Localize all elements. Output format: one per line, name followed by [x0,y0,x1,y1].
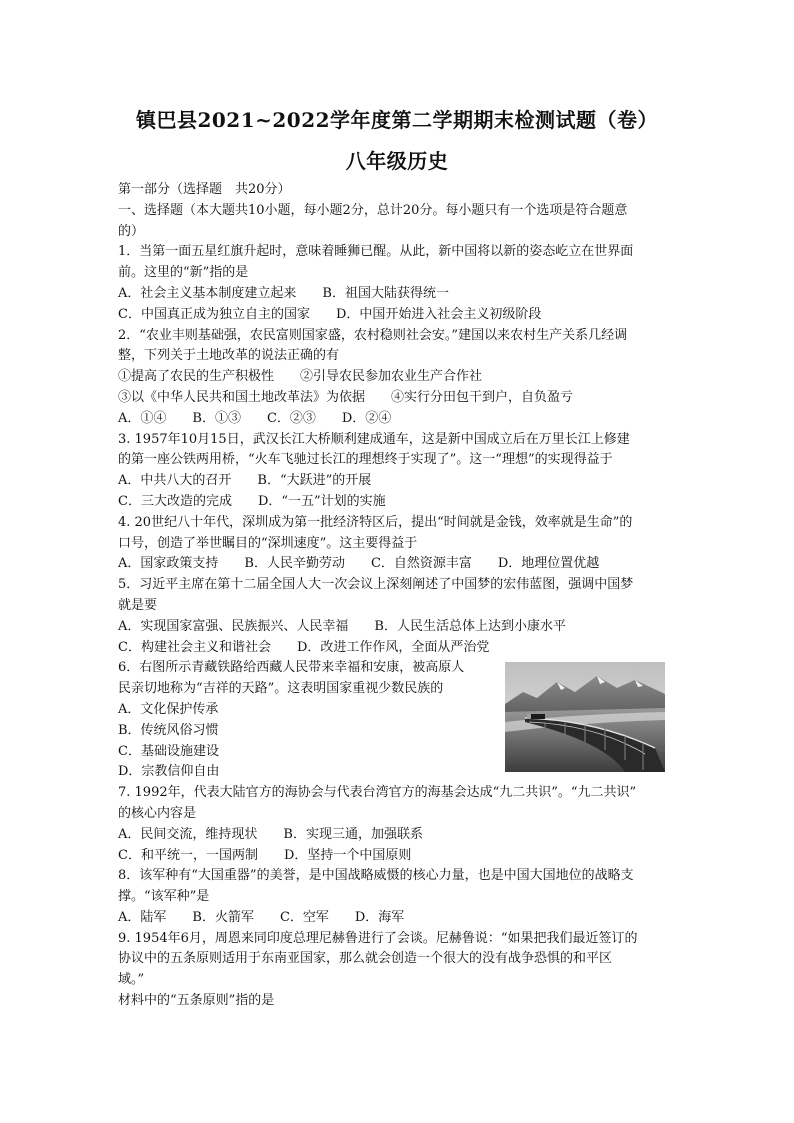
question-4-stem: 口号，创造了举世瞩目的“深圳速度”。这主要得益于 [118,535,418,551]
question-8-stem: 8．该军种有“大国重器”的美誉，是中国战略威慑的核心力量，也是中国大国地位的战略支 [118,868,634,884]
section-heading: 第一部分（选择题 共20分） [118,182,291,197]
question-5-options: A．实现国家富强、民族振兴、人民幸福 B．人民生活总体上达到小康水平 [118,618,566,634]
instructions-line: 一、选择题（本大题共10小题，每小题2分，总计20分。每小题只有一个选项是符合题意 [118,202,628,218]
question-1-options: A．社会主义基本制度建立起来 B．祖国大陆获得统一 [118,285,449,301]
question-9-stem: 材料中的“五条原则”指的是 [118,993,275,1009]
question-9-stem: 域。” [118,972,145,988]
question-7-options: A．民间交流，维持现状 B．实现三通，加强联系 [118,826,423,842]
question-1-stem: 1．当第一面五星红旗升起时，意味着睡狮已醒。从此，新中国将以新的姿态屹立在世界面 [118,244,634,260]
question-6-stem: 6．右图所示青藏铁路给西藏人民带来幸福和安康，被高原人 [118,660,465,676]
question-3-options: C．三大改造的完成 D．“一五”计划的实施 [118,493,386,509]
question-4-stem: 4. 20世纪八十年代，深圳成为第一批经济特区后，提出“时间就是金钱，效率就是生命”的 [118,514,633,530]
railway-photo [505,662,665,772]
question-5-options: C．构建社会主义和谐社会 D．改进工作作风，全面从严治党 [118,639,490,655]
question-8-stem: 撑。“该军种”是 [118,889,210,905]
question-8-options: A．陆军 B．火箭军 C．空军 D．海军 [118,909,405,925]
question-2-options: A．①④ B．①③ C．②③ D．②④ [118,410,392,426]
question-2-stem: 2．“农业丰则基础强，农民富则国家盛，农村稳则社会安。”建国以来农村生产关系几经调 [118,327,628,343]
question-3-stem: 的第一座公铁两用桥，“火车飞驰过长江的理想终于实现了”。这一“理想”的实现得益于 [118,452,613,468]
question-2-statements: ③以《中华人民共和国土地改革法》为依据 ④实行分田包干到户，自负盈亏 [118,389,574,405]
question-3-stem: 3. 1957年10月15日，武汉长江大桥顺利建成通车，这是新中国成立后在万里长江上修建 [118,431,630,447]
question-9-stem: 协议中的五条原则适用于东南亚国家，那么就会创造一个很大的没有战争恐惧的和平区 [118,951,613,967]
question-7-stem: 的核心内容是 [118,805,197,821]
exam-title: 镇巴县2021~2022学年度第二学期期末检测试题（卷） [135,108,659,132]
question-5-stem: 5．习近平主席在第十二届全国人大一次会议上深刻阐述了中国梦的宏伟蓝图，强调中国梦 [118,577,634,593]
question-7-options: C．和平统一，一国两制 D．坚持一个中国原则 [118,847,412,863]
question-4-options: A．国家政策支持 B．人民辛勤劳动 C．自然资源丰富 D．地理位置优越 [118,556,600,572]
question-2-statements: ①提高了农民的生产积极性 ②引导农民参加农业生产合作社 [118,369,483,385]
instructions-line: 的） [118,223,145,239]
question-5-stem: 就是要 [118,597,158,613]
exam-subtitle: 八年级历史 [345,149,449,173]
question-2-stem: 整，下列关于土地改革的说法正确的有 [118,348,340,364]
question-6-option-b: B．传统风俗习惯 [118,722,219,738]
question-6-option-a: A．文化保护传承 [118,701,219,717]
question-1-stem: 前。这里的“新”指的是 [118,265,249,281]
qinghai-tibet-railway-image [505,662,665,772]
question-7-stem: 7. 1992年，代表大陆官方的海协会与代表台湾官方的海基会达成“九二共识”。“九二共识” [118,785,637,801]
question-3-options: A．中共八大的召开 B．“大跃进”的开展 [118,473,372,489]
question-body [118,180,678,1012]
question-1-options: C．中国真正成为独立自主的国家 D．中国开始进入社会主义初级阶段 [118,306,542,322]
question-6-option-d: D．宗教信仰自由 [118,764,220,780]
question-9-stem: 9. 1954年6月，周恩来同印度总理尼赫鲁进行了会谈。尼赫鲁说：“如果把我们最近签订的 [118,930,638,946]
question-6-stem: 民亲切地称为“吉祥的天路”。这表明国家重视少数民族的 [118,681,444,697]
question-6-option-c: C．基础设施建设 [118,743,219,759]
